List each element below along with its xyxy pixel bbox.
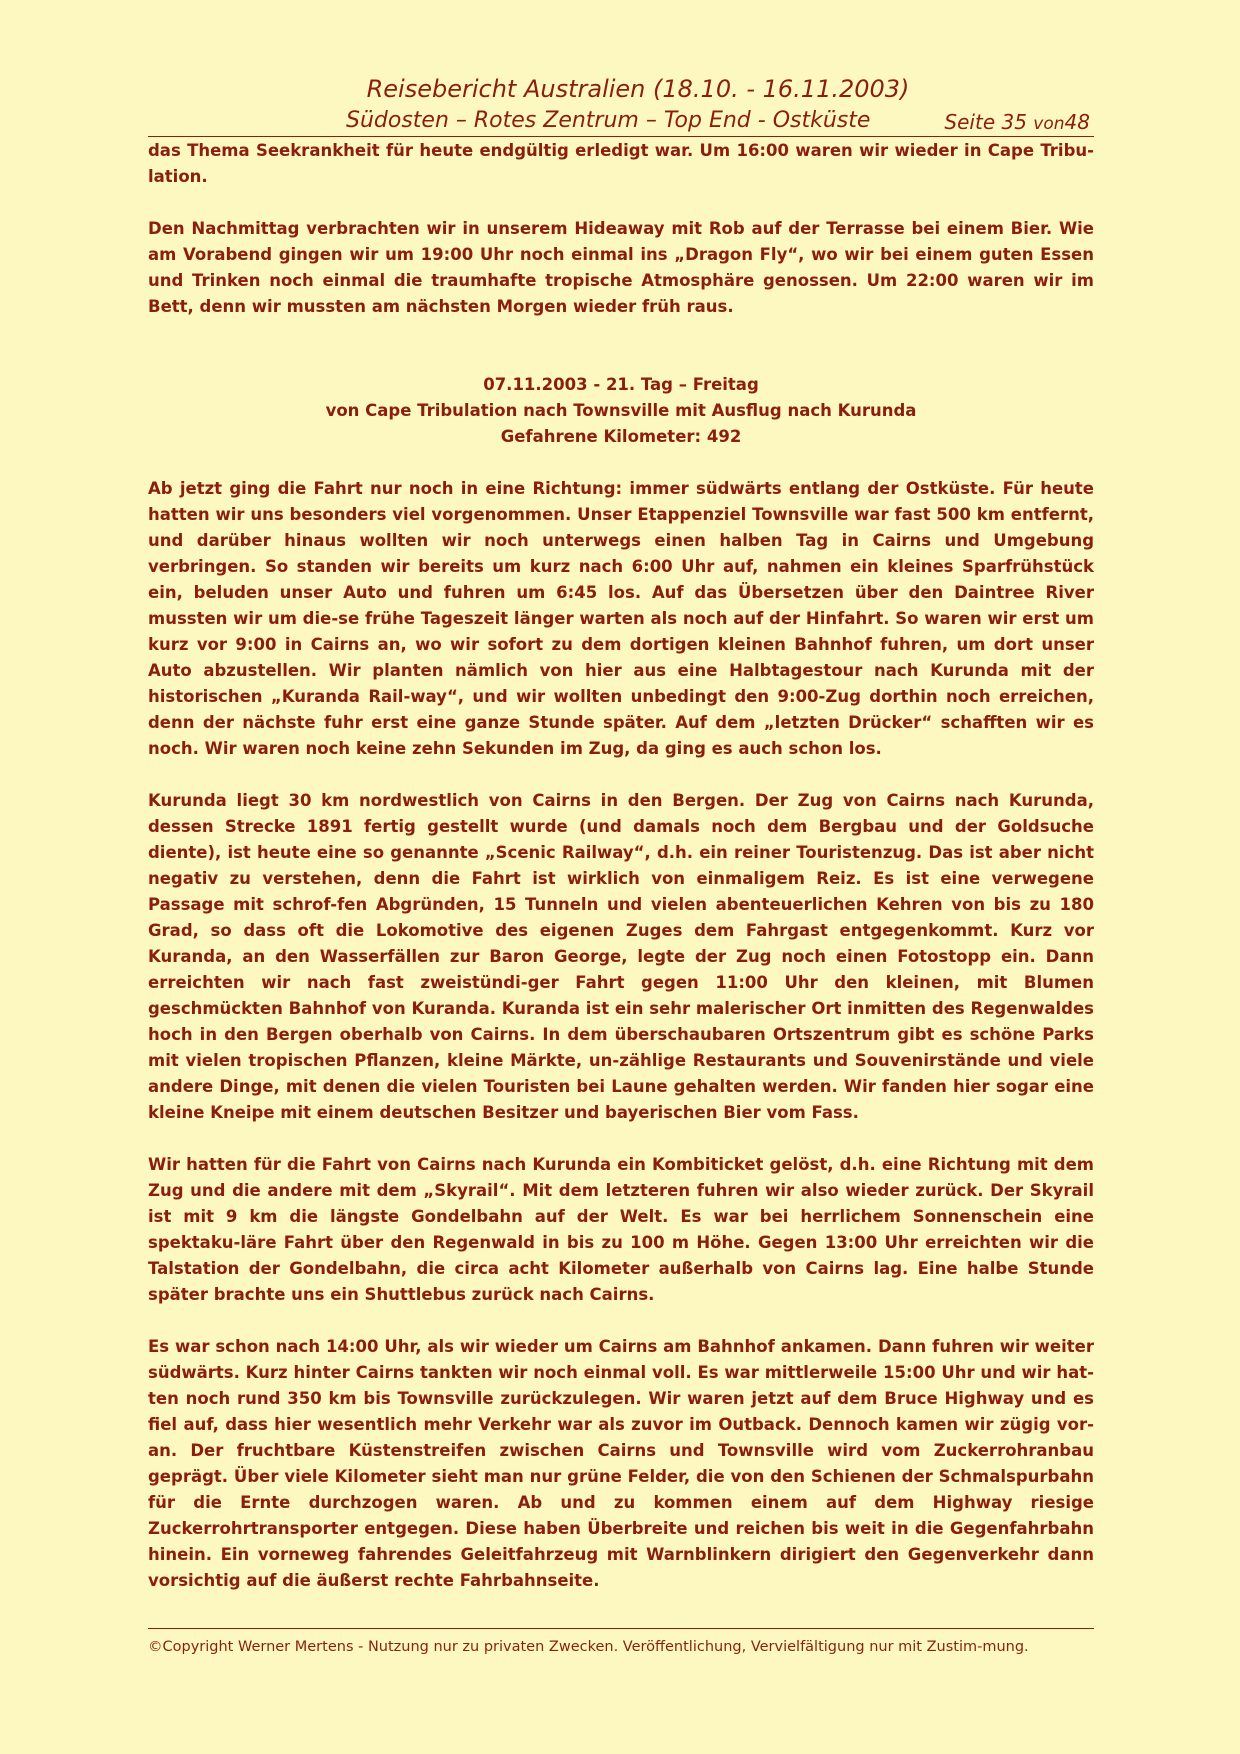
page-number [944, 108, 1090, 138]
document-title: Reisebericht Australien (18.10. - 16.11.2003) [366, 75, 910, 103]
day-heading [148, 372, 1094, 450]
page-of: von [1033, 114, 1065, 134]
page-header [148, 72, 1094, 137]
day-date: 07.11.2003 - 21. Tag – Freitag [483, 375, 759, 394]
page-label: Seite 35 [944, 110, 1027, 134]
page-total: 48 [1064, 110, 1090, 134]
copyright-notice: ©Copyright Werner Mertens - Nutzung nur zu privaten Zwecken. Veröffentlichung, Vervielfältigung nur mit Zustim-mung. [148, 1639, 1029, 1655]
paragraph: Den Nachmittag verbrachten wir in unserem Hideaway mit Rob auf der Terrasse bei einem Bier. Wie am Vorabend gingen wir um 19:00 Uhr noch einmal ins „Dragon Fly“, wo wir bei einem guten Essen und Trinken noch einmal die traumhafte tropische Atmosphäre genossen. Um 22:00 waren wir im Bett, denn wir mussten am nächsten Morgen wieder früh raus. [148, 219, 1094, 316]
paragraph: Kurunda liegt 30 km nordwestlich von Cairns in den Bergen. Der Zug von Cairns nach Kurunda, dessen Strecke 1891 fertig gestellt wurde (und damals noch dem Bergbau und der Goldsuche diente), ist heute eine so genannte „Scenic Railway“, d.h. ein reiner Touristenzug. Das ist aber nicht negativ zu verstehen, denn die Fahrt ist wirklich von einmaligem Reiz. Es ist eine verwegene Passage mit schrof-fen Abgründen, 15 Tunneln und vielen abenteuerlichen Kehren von bis zu 180 Grad, so dass oft die Lokomotive des eigenen Zuges dem Fahrgast entgegenkommt. Kurz vor Kuranda, an den Wasserfällen zur Baron George, legte der Zug noch einen Fotostopp ein. Dann erreichten wir nach fast zweistündi-ger Fahrt gegen 11:00 Uhr den kleinen, mit Blumen geschmückten Bahnhof von Kuranda. Kuranda ist ein sehr malerischer Ort inmitten des Regenwaldes hoch in den Bergen oberhalb von Cairns. In dem überschaubaren Ortszentrum gibt es schöne Parks mit vielen tropischen Pflanzen, kleine Märkte, un-zählige Restaurants und Souvenirstände und viele andere Dinge, mit denen die vielen Touristen bei Laune gehalten werden. Wir fanden hier sogar eine kleine Kneipe mit einem deutschen Besitzer und bayerischen Bier vom Fass. [148, 791, 1094, 1122]
page-content [148, 138, 1094, 1620]
page-footer [148, 1628, 1094, 1659]
paragraph: Es war schon nach 14:00 Uhr, als wir wieder um Cairns am Bahnhof ankamen. Dann fuhren wir weiter südwärts. Kurz hinter Cairns tankten wir noch einmal voll. Es war mittlerweile 15:00 Uhr und wir hat-ten noch rund 350 km bis Townsville zurückzulegen. Wir waren jetzt auf dem Bruce Highway und es fiel auf, dass hier wesentlich mehr Verkehr war als zuvor im Outback. Dennoch kamen wir zügig vor-an. Der fruchtbare Küstenstreifen zwischen Cairns und Townsville wird vom Zuckerrohranbau geprägt. Über viele Kilometer sieht man nur grüne Felder, die von den Schienen der Schmalspurbahn für die Ernte durchzogen waren. Ab und zu kommen einem auf dem Highway riesige Zuckerrohrtransporter entgegen. Diese haben Überbreite und reichen bis weit in die Gegenfahrbahn hinein. Ein vorneweg fahrendes Geleitfahrzeug mit Warnblinkern dirigiert den Gegenverkehr dann vorsichtig auf die äußerst rechte Fahrbahnseite. [148, 1337, 1094, 1590]
paragraph: das Thema Seekrankheit für heute endgültig erledigt war. Um 16:00 waren wir wieder in Cape Tribu-lation. [148, 141, 1094, 186]
day-distance: Gefahrene Kilometer: 492 [500, 427, 742, 446]
day-route: von Cape Tribulation nach Townsville mit Ausflug nach Kurunda [325, 401, 917, 420]
document-subtitle: Südosten – Rotes Zentrum – Top End - Ostküste [346, 108, 871, 133]
paragraph: Ab jetzt ging die Fahrt nur noch in eine Richtung: immer südwärts entlang der Ostküste. Für heute hatten wir uns besonders viel vorgenommen. Unser Etappenziel Townsville war fast 500 km entfernt, und darüber hinaus wollten wir noch unterwegs einen halben Tag in Cairns und Umgebung verbringen. So standen wir bereits um kurz nach 6:00 Uhr auf, nahmen ein kleines Sparfrühstück ein, beluden unser Auto und fuhren um 6:45 los. Auf das Übersetzen über den Daintree River mussten wir um die-se frühe Tageszeit länger warten als noch auf der Hinfahrt. So waren wir erst um kurz vor 9:00 in Cairns an, wo wir sofort zu dem dortigen kleinen Bahnhof fuhren, um dort unser Auto abzustellen. Wir planten nämlich von hier aus eine Halbtagestour nach Kurunda mit der historischen „Kuranda Rail-way“, und wir wollten unbedingt den 9:00-Zug dorthin noch erreichen, denn der nächste fuhr erst eine ganze Stunde später. Auf dem „letzten Drücker“ schafften wir es noch. Wir waren noch keine zehn Sekunden im Zug, da ging es auch schon los. [148, 479, 1094, 758]
paragraph: Wir hatten für die Fahrt von Cairns nach Kurunda ein Kombiticket gelöst, d.h. eine Richtung mit dem Zug und die andere mit dem „Skyrail“. Mit dem letzteren fuhren wir also wieder zurück. Der Skyrail ist mit 9 km die längste Gondelbahn auf der Welt. Es war bei herrlichem Sonnenschein eine spektaku-läre Fahrt über den Regenwald in bis zu 100 m Höhe. Gegen 13:00 Uhr erreichten wir die Talstation der Gondelbahn, die circa acht Kilometer außerhalb von Cairns lag. Eine halbe Stunde später brachte uns ein Shuttlebus zurück nach Cairns. [148, 1155, 1094, 1304]
header-subline [148, 106, 1094, 137]
